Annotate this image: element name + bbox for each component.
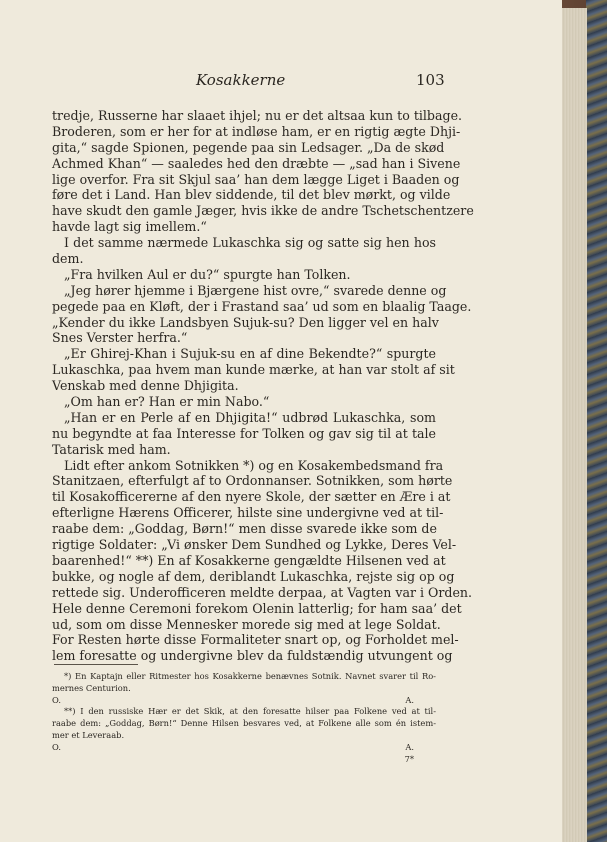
printer-signature-mark: 7*	[404, 753, 414, 764]
text-line: gita,“ sagde Spionen, pegende paa sin Ledsager. „Da de skød	[52, 139, 445, 155]
text-line: raabe dem: „Goddag, Børn!“ men disse svarede ikke som de	[52, 521, 437, 537]
text-line: rettede sig. Underofficeren meldte derpaa, at Vagten var i Orden.	[52, 584, 473, 600]
text-line: „Er Ghirej-Khan i Sujuk-su en af dine Bekendte?“ spurgte	[64, 346, 436, 362]
text-line: pegede paa en Kløft, der i Frastand saa’ ud som en blaalig Taage.	[52, 298, 472, 314]
text-line: efterligne Hærens Officerer, hilste sine undergivne ved at til-	[52, 505, 444, 521]
text-line: til Kosakofficererne af den nyere Skole, der sætter en Ære i at	[52, 489, 451, 505]
footnote-line: mernes Centurion.	[52, 682, 131, 693]
footnote-signature: O. A.	[52, 741, 414, 752]
text-line: dem.	[52, 251, 84, 267]
text-line: lem foresatte og undergivne blev da fuldstændig utvungent og	[52, 648, 453, 664]
text-line: Stanitzaen, efterfulgt af to Ordonnanser. Sotnikken, som hørte	[52, 473, 453, 489]
text-line: Achmed Khan“ — saaledes hed den dræbte — „sad han i Sivene	[52, 155, 461, 171]
text-line: For Resten hørte disse Formaliteter snart op, og Forholdet mel-	[52, 632, 459, 648]
text-line: Lukaschka, paa hvem man kunde mærke, at han var stolt af sit	[52, 362, 455, 378]
footnote-signature: O. A.	[52, 694, 414, 705]
text-line: rigtige Soldater: „Vi ønsker Dem Sundhed og Lykke, Deres Vel-	[52, 537, 457, 553]
text-line: føre det i Land. Han blev siddende, til det blev mørkt, og vilde	[52, 187, 451, 203]
footnote-rule	[54, 664, 138, 665]
footnote-line: mer et Leveraab.	[52, 729, 125, 740]
text-line: nu begyndte at faa Interesse for Tolken og gav sig til at tale	[52, 425, 436, 441]
text-line: „Fra hvilken Aul er du?“ spurgte han Tolken.	[64, 266, 351, 282]
text-line: „Kender du ikke Landsbyen Sujuk-su? Den ligger vel en halv	[52, 314, 439, 330]
text-line: lige overfor. Fra sit Skjul saa’ han dem lægge Liget i Baaden og	[52, 171, 460, 187]
page-header	[0, 71, 562, 95]
text-line: baarenhed!“ **) En af Kosakkerne gengældte Hilsenen ved at	[52, 552, 446, 568]
text-line: Broderen, som er her for at indløse ham, er en rigtig ægte Dhji-	[52, 123, 461, 139]
footnote-line: raabe dem: „Goddag, Børn!“ Denne Hilsen besvares ved, at Folkene alle som én istem-	[52, 718, 436, 729]
text-line: have skudt den gamle Jæger, hvis ikke de andre Tschetschentzere	[52, 203, 474, 219]
text-line: Venskab med denne Dhjigita.	[52, 378, 239, 394]
book-cover-edge	[586, 0, 607, 842]
footnotes	[52, 671, 436, 765]
text-line: „Han er en Perle af en Dhjigita!“ udbrød Lukaschka, som	[64, 409, 436, 425]
footnote-line: **) I den russiske Hær er det Skik, at den foresatte hilser paa Folkene ved at til-	[64, 706, 436, 717]
page-number: 103	[416, 71, 445, 89]
text-line: Tatarisk med ham.	[52, 441, 171, 457]
text-line: havde lagt sig imellem.“	[52, 219, 207, 235]
text-line: „Jeg hører hjemme i Bjærgene hist ovre,“ svarede denne og	[64, 282, 447, 298]
text-line: Lidt efter ankom Sotnikken *) og en Kosakembedsmand fra	[64, 457, 444, 473]
text-line: tredje, Russerne har slaaet ihjel; nu er det altsaa kun to tilbage.	[52, 108, 463, 123]
text-line: „Om han er? Han er min Nabo.“	[64, 394, 270, 410]
running-title: Kosakkerne	[196, 71, 286, 89]
text-line: Hele denne Ceremoni forekom Olenin latterlig; for ham saa’ det	[52, 600, 462, 616]
text-line: bukke, og nogle af dem, deriblandt Lukaschka, rejste sig op og	[52, 568, 455, 584]
text-line: ud, som om disse Mennesker morede sig med at lege Soldat.	[52, 616, 441, 632]
text-line: Snes Verster herfra.“	[52, 330, 188, 346]
footnote-line: *) En Kaptajn eller Ritmester hos Kosakkerne benævnes Sotnik. Navnet svarer til Ro-	[64, 671, 436, 681]
body-text	[52, 108, 474, 664]
text-line: I det samme nærmede Lukaschka sig og satte sig hen hos	[64, 235, 436, 251]
